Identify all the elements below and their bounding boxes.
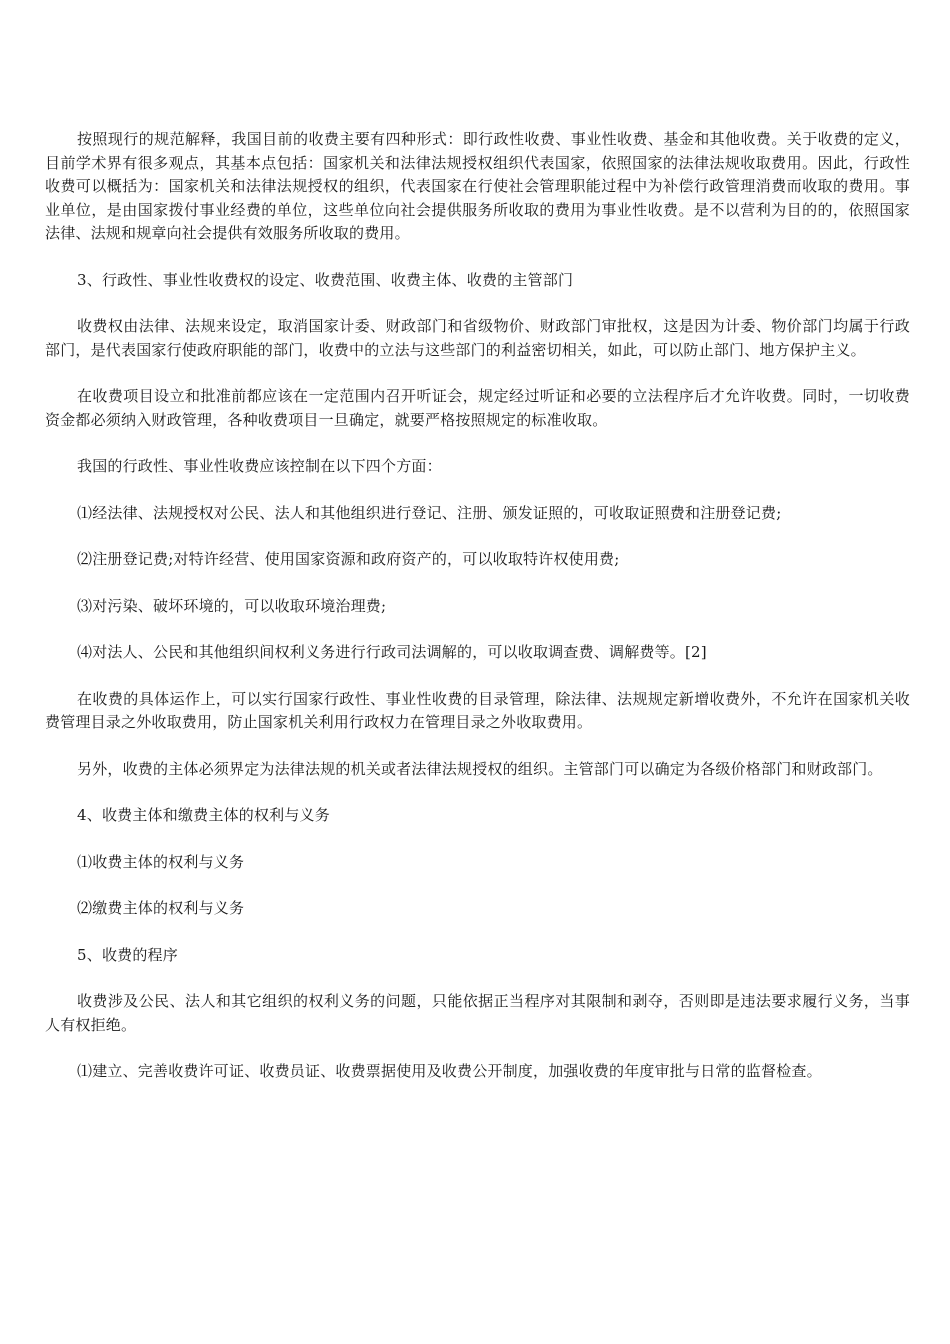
paragraph-catalog-management: 在收费的具体运作上，可以实行国家行政性、事业性收费的目录管理，除法律、法规规定新增收费外，不允许在国家机关收费管理目录之外收取费用，防止国家机关利用行政权力在管理目录之外收取费用。 xyxy=(45,689,910,731)
heading-section-5: 5、收费的程序 xyxy=(77,945,178,964)
heading-section-3: 3、行政性、事业性收费权的设定、收费范围、收费主体、收费的主管部门 xyxy=(77,270,574,289)
document-body xyxy=(45,128,910,1107)
list-item-3: ⑶对污染、破坏环境的，可以收取环境治理费; xyxy=(77,596,387,615)
paragraph-fee-forms: 按照现行的规范解释，我国目前的收费主要有四种形式：即行政性收费、事业性收费、基金和其他收费。关于收费的定义，目前学术界有很多观点，其基本点包括：国家机关和法律法规授权组织代表国家，依照国家的法律法规收取费用。因此，行政性收费可以概括为：国家机关和法律法规授权的组织，代表国家在行使社会管理职能过程中为补偿行政管理消费而收取的费用。事业单位，是由国家拨付事业经费的单位，这些单位向社会提供服务所收取的费用为事业性收费。是不以营利为目的的，依照国家法律、法规和规章向社会提供有效服务所收取的费用。 xyxy=(45,130,910,242)
paragraph-four-aspects-intro: 我国的行政性、事业性收费应该控制在以下四个方面： xyxy=(77,457,442,475)
paragraph-fee-subject: 另外，收费的主体必须界定为法律法规的机关或者法律法规授权的组织。主管部门可以确定为各级价格部门和财政部门。 xyxy=(77,759,883,778)
paragraph-hearing: 在收费项目设立和批准前都应该在一定范围内召开听证会，规定经过听证和必要的立法程序后才允许收费。同时，一切收费资金都必须纳入财政管理，各种收费项目一旦确定，就要严格按照规定的标准收取。 xyxy=(45,387,910,429)
subheading-payer-rights: ⑵缴费主体的权利与义务 xyxy=(77,899,245,917)
heading-section-4: 4、收费主体和缴费主体的权利与义务 xyxy=(77,806,330,824)
paragraph-fee-authority: 收费权由法律、法规来设定，取消国家计委、财政部门和省级物价、财政部门审批权，这是因为计委、物价部门均属于行政部门，是代表国家行使政府职能的部门，收费中的立法与这些部门的利益密切相关，如此，可以防止部门、地方保护主义。 xyxy=(45,317,910,359)
list-item-2: ⑵注册登记费;对特许经营、使用国家资源和政府资产的，可以收取特许权使用费; xyxy=(77,550,620,568)
list-item-1: ⑴经法律、法规授权对公民、法人和其他组织进行登记、注册、颁发证照的，可收取证照费和注册登记费; xyxy=(77,503,782,522)
paragraph-due-process: 收费涉及公民、法人和其它组织的权利义务的问题，只能依据正当程序对其限制和剥夺，否则即是违法要求履行义务，当事人有权拒绝。 xyxy=(45,992,910,1034)
list-item-procedure-1: ⑴建立、完善收费许可证、收费员证、收费票据使用及收费公开制度，加强收费的年度审批与日常的监督检查。 xyxy=(77,1062,822,1080)
subheading-collector-rights: ⑴收费主体的权利与义务 xyxy=(77,852,245,871)
list-item-4: ⑷对法人、公民和其他组织间权利义务进行行政司法调解的，可以收取调查费、调解费等。[2] xyxy=(77,643,707,661)
